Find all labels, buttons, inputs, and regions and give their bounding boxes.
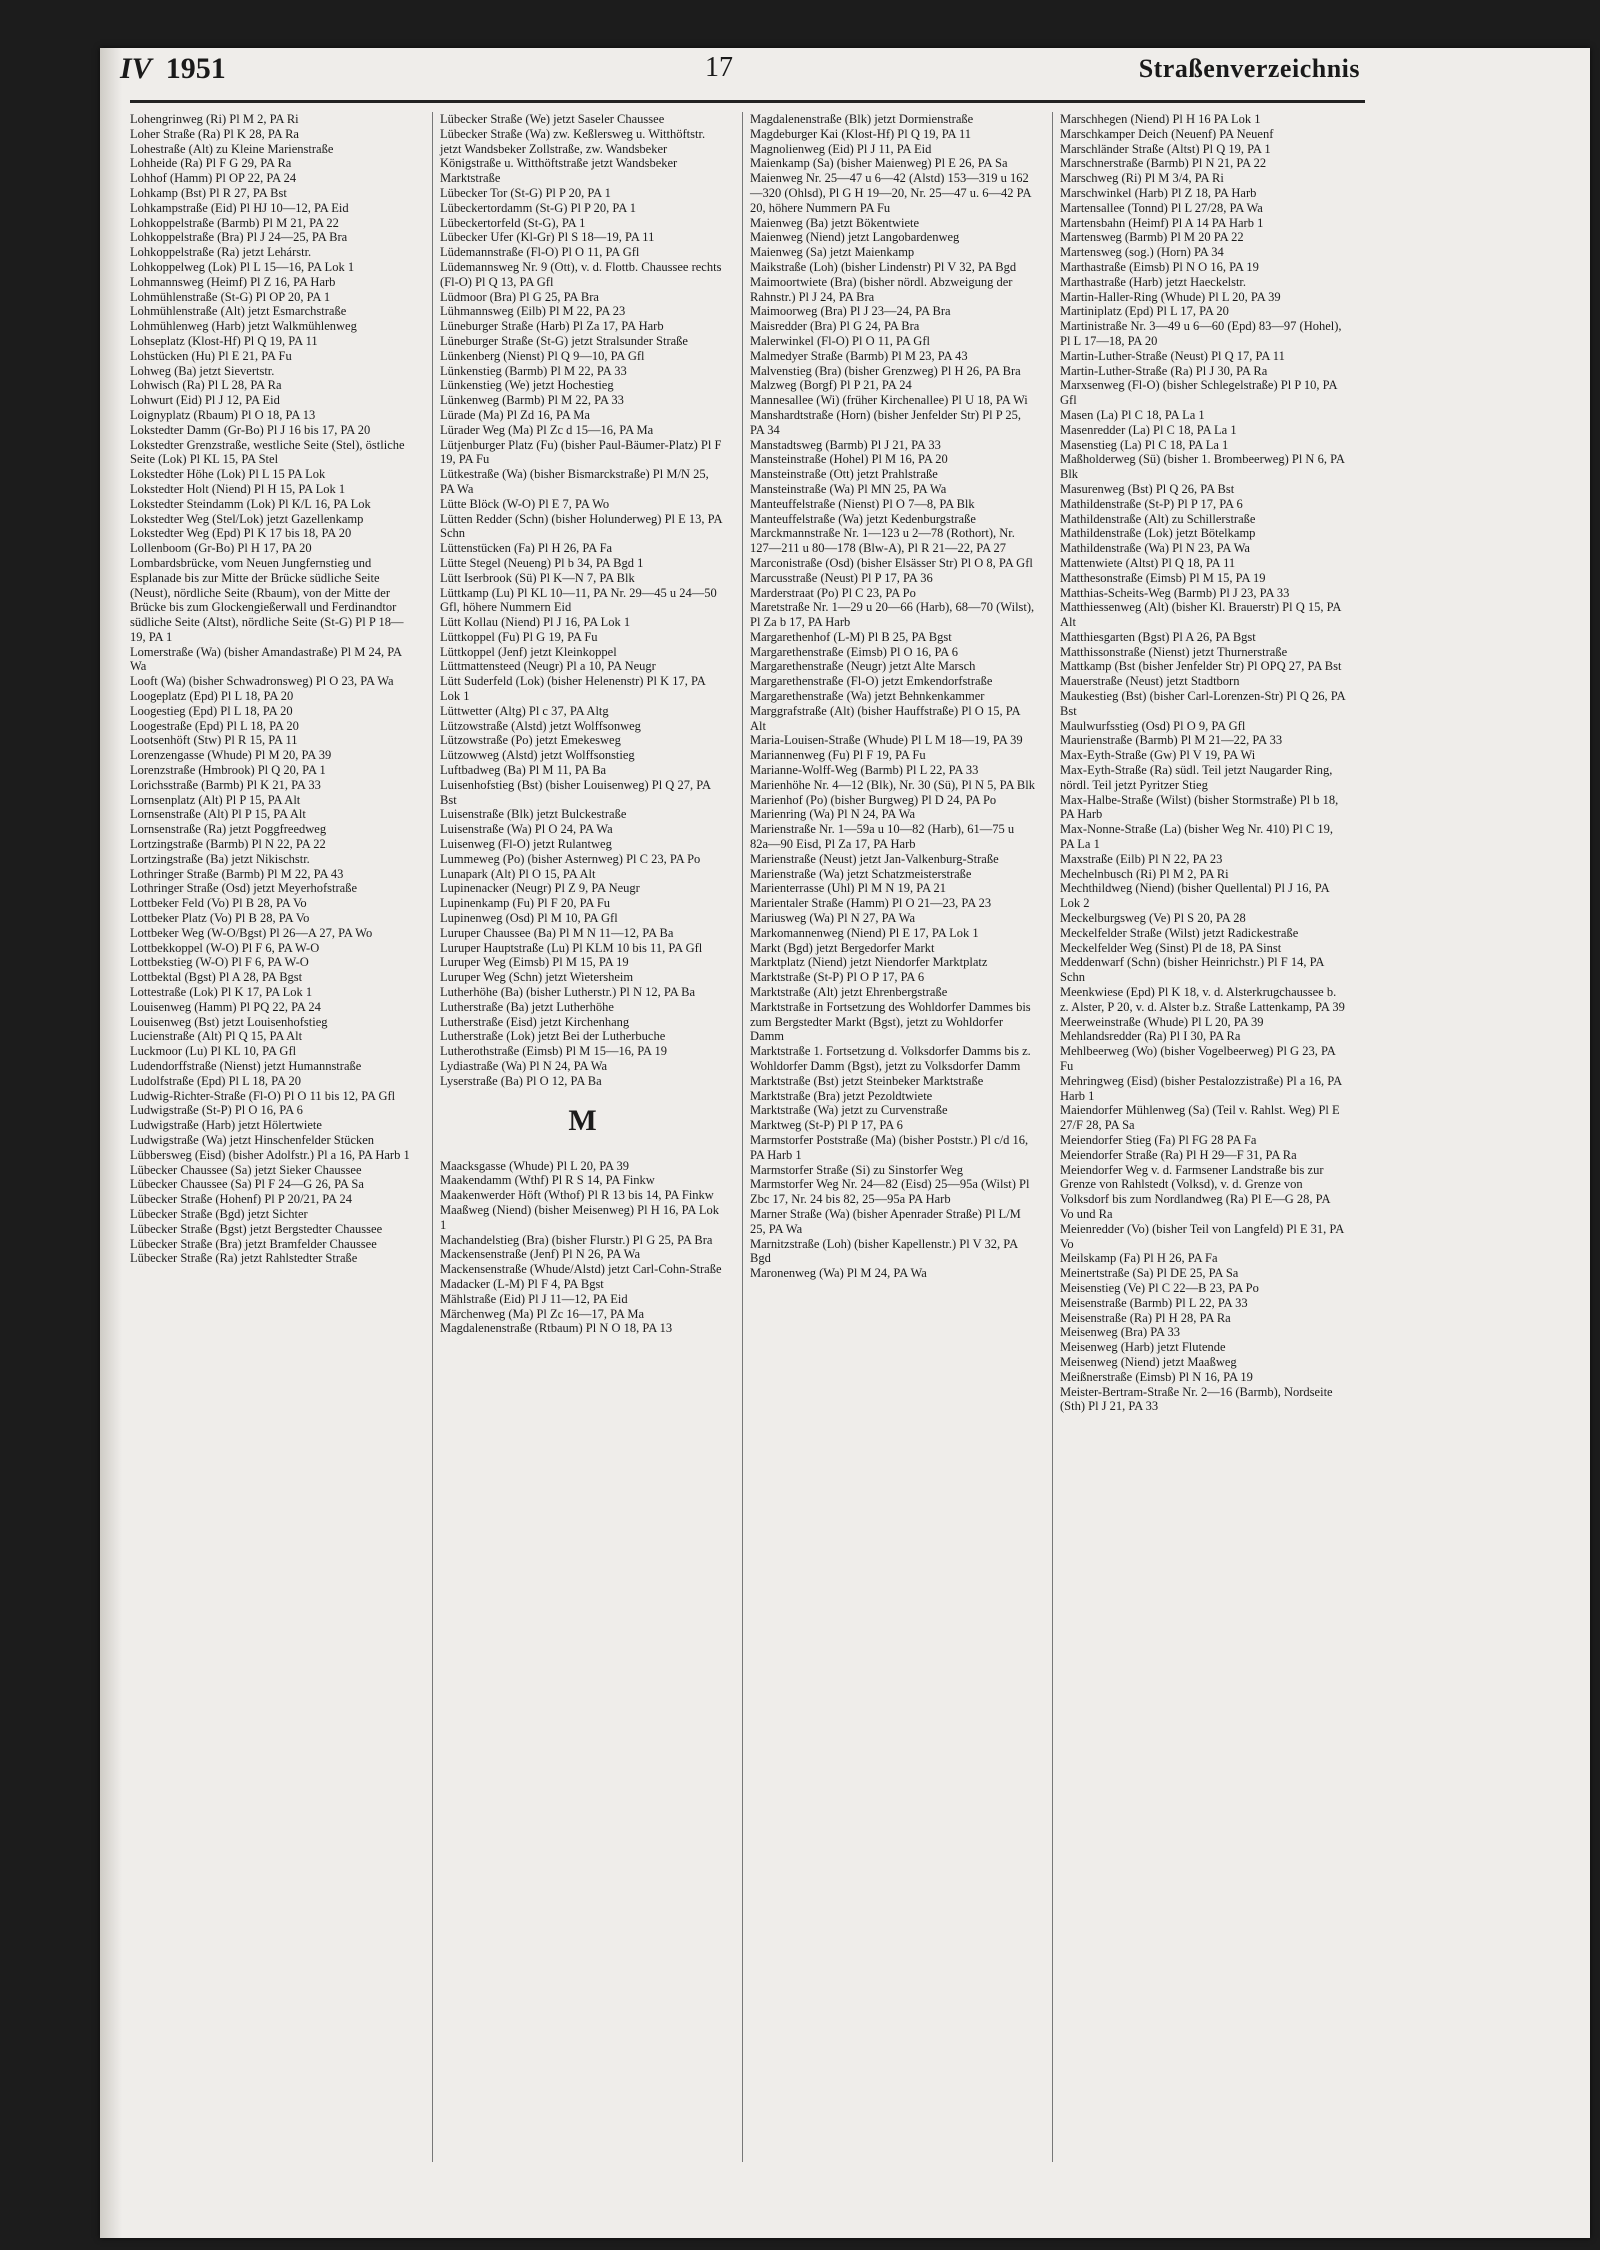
street-entry: Martensbahn (Heimf) Pl A 14 PA Harb 1 bbox=[1060, 215, 1264, 230]
street-entry: Maronenweg (Wa) Pl M 24, PA Wa bbox=[750, 1266, 927, 1281]
street-entry: Meienredder (Vo) (bisher Teil von Langfeld) Pl E 31, PA Vo bbox=[1060, 1221, 1344, 1251]
street-entry: Marienterrasse (Uhl) Pl M N 19, PA 21 bbox=[750, 881, 947, 896]
street-entry: Lokstedter Höhe (Lok) Pl L 15 PA Lok bbox=[130, 467, 326, 482]
street-entry: Maßholderweg (Sü) (bisher 1. Brombeerweg) Pl N 6, PA Blk bbox=[1060, 452, 1345, 482]
street-entry: Maacksgasse (Whude) Pl L 20, PA 39 bbox=[440, 1158, 629, 1173]
street-entry: Loogestieg (Epd) Pl L 18, PA 20 bbox=[130, 703, 293, 718]
street-entry: Ludwigstraße (St-P) Pl O 16, PA 6 bbox=[130, 1103, 303, 1118]
street-entry: Lübecker Tor (St-G) Pl P 20, PA 1 bbox=[440, 185, 611, 200]
street-entry: Loogestraße (Epd) Pl L 18, PA 20 bbox=[130, 718, 299, 733]
street-entry: Marconistraße (Osd) (bisher Elsässer Str) Pl O 8, PA Gfl bbox=[750, 555, 1033, 570]
street-entry: Loogeplatz (Epd) Pl L 18, PA 20 bbox=[130, 689, 294, 704]
street-entry: Lützowstraße (Po) jetzt Emekesweg bbox=[440, 733, 621, 748]
street-entry: Lutherhöhe (Ba) (bisher Lutherstr.) Pl N 12, PA Ba bbox=[440, 985, 696, 1000]
street-entry: Marktstraße (Bra) jetzt Pezoldtwiete bbox=[750, 1088, 933, 1103]
street-entry: Marienstraße (Wa) jetzt Schatzmeisterstraße bbox=[750, 866, 972, 881]
street-entry: Malmedyer Straße (Barmb) Pl M 23, PA 43 bbox=[750, 348, 968, 363]
street-entry: Margarethenstraße (Neugr) jetzt Alte Marsch bbox=[750, 659, 976, 674]
street-entry: Lübecker Straße (Bra) jetzt Bramfelder Chaussee bbox=[130, 1236, 377, 1251]
street-entry: Lützowweg (Alstd) jetzt Wolffsonstieg bbox=[440, 748, 635, 763]
street-entry: Ludendorffstraße (Nienst) jetzt Humannstraße bbox=[130, 1059, 362, 1073]
street-entry: Lüdemannsweg Nr. 9 (Ott), v. d. Flottb. Chaussee rechts (Fl-O) Pl Q 13, PA Gfl bbox=[440, 259, 722, 289]
street-entry: Lünkenweg (Barmb) Pl M 22, PA 33 bbox=[440, 393, 624, 408]
street-entry: Lohmühlenweg (Harb) jetzt Walkmühlenweg bbox=[130, 319, 357, 334]
street-entry: Martensweg (Barmb) Pl M 20 PA 22 bbox=[1060, 230, 1244, 245]
street-entry: Meiendorfer Stieg (Fa) Pl FG 28 PA Fa bbox=[1060, 1132, 1257, 1147]
street-entry: Mackensenstraße (Jenf) Pl N 26, PA Wa bbox=[440, 1247, 641, 1262]
street-entry: Mehlandsredder (Ra) Pl I 30, PA Ra bbox=[1060, 1029, 1241, 1044]
street-entry: Loher Straße (Ra) Pl K 28, PA Ra bbox=[130, 126, 299, 141]
street-entry: Lollenboom (Gr-Bo) Pl H 17, PA 20 bbox=[130, 541, 312, 556]
street-entry: Lütt Kollau (Niend) Pl J 16, PA Lok 1 bbox=[440, 615, 631, 630]
street-entry: Lottbekstieg (W-O) Pl F 6, PA W-O bbox=[130, 955, 309, 970]
street-entry: Marktstraße (Wa) jetzt zu Curvenstraße bbox=[750, 1103, 948, 1118]
street-entry: Lorichsstraße (Barmb) Pl K 21, PA 33 bbox=[130, 777, 321, 792]
street-entry: Maisredder (Bra) Pl G 24, PA Bra bbox=[750, 319, 920, 334]
street-entry: Lutherstraße (Ba) jetzt Lutherhöhe bbox=[440, 999, 614, 1014]
street-entry: Marktstraße (Bst) jetzt Steinbeker Marktstraße bbox=[750, 1073, 984, 1088]
street-entry: Lüttkamp (Lu) Pl KL 10—11, PA Nr. 29—45 u 24—50 Gfl, höhere Nummern Eid bbox=[440, 585, 717, 615]
street-entry: Lühmannsweg (Eilb) Pl M 22, PA 23 bbox=[440, 304, 626, 319]
street-entry: Lohheide (Ra) Pl F G 29, PA Ra bbox=[130, 156, 292, 171]
street-entry: Luisenstraße (Wa) Pl O 24, PA Wa bbox=[440, 822, 613, 837]
street-entry: Marschwinkel (Harb) Pl Z 18, PA Harb bbox=[1060, 185, 1257, 200]
street-entry: Markt (Bgd) jetzt Bergedorfer Markt bbox=[750, 940, 935, 955]
street-entry: Lokstedter Steindamm (Lok) Pl K/L 16, PA Lok bbox=[130, 496, 371, 511]
street-entry: Max-Halbe-Straße (Wilst) (bisher Stormstraße) Pl b 18, PA Harb bbox=[1060, 792, 1339, 822]
street-entry: Lohkamp (Bst) Pl R 27, PA Bst bbox=[130, 185, 287, 200]
street-entry: Lortzingstraße (Ba) jetzt Nikischstr. bbox=[130, 851, 310, 866]
street-entry: Marthastraße (Eimsb) Pl N O 16, PA 19 bbox=[1060, 259, 1259, 274]
street-entry: Lyserstraße (Ba) Pl O 12, PA Ba bbox=[440, 1073, 602, 1088]
street-entry: Martin-Luther-Straße (Ra) Pl J 30, PA Ra bbox=[1060, 363, 1268, 378]
street-entry: Marktstraße (Alt) jetzt Ehrenbergstraße bbox=[750, 985, 948, 1000]
street-entry: Manstadtsweg (Barmb) Pl J 21, PA 33 bbox=[750, 437, 941, 452]
street-entry: Ludwigstraße (Wa) jetzt Hinschenfelder Stücken bbox=[130, 1132, 375, 1147]
street-entry: Luruper Hauptstraße (Lu) Pl KLM 10 bis 11, PA Gfl bbox=[440, 940, 703, 955]
street-entry: Marianne-Wolff-Weg (Barmb) Pl L 22, PA 33 bbox=[750, 763, 979, 778]
street-entry: Lokstedter Grenzstraße, westliche Seite (Stel), östliche Seite (Lok) Pl KL 15, PA Stel bbox=[130, 437, 405, 467]
street-entry: Luisenstraße (Blk) jetzt Bulckestraße bbox=[440, 807, 627, 822]
street-entry: Lombardsbrücke, vom Neuen Jungfernstieg und Esplanade bis zur Mitte der Brücke südliche Seite (Neust), nördliche Seite (Rbaum), von der Mitte der Brücke bis zum Glockengießerwall und Ferdinandtor südliche Seite (Altst), nördliche Seite (St-G) Pl P 18—19, PA 1 bbox=[130, 555, 404, 644]
street-entry: Meisenweg (Bra) PA 33 bbox=[1060, 1325, 1181, 1340]
street-entry: Lokstedter Damm (Gr-Bo) Pl J 16 bis 17, PA 20 bbox=[130, 422, 371, 437]
street-entry: Matthiessenweg (Alt) (bisher Kl. Brauerstr) Pl Q 15, PA Alt bbox=[1060, 600, 1341, 630]
street-entry: Maxstraße (Eilb) Pl N 22, PA 23 bbox=[1060, 851, 1223, 866]
street-entry: Matthiesgarten (Bgst) Pl A 26, PA Bgst bbox=[1060, 629, 1256, 644]
street-entry: Lüttkoppel (Fu) Pl G 19, PA Fu bbox=[440, 629, 598, 644]
street-entry: Lorenzstraße (Hmbrook) Pl Q 20, PA 1 bbox=[130, 763, 326, 778]
street-entry: Martinistraße Nr. 3—49 u 6—60 (Epd) 83—97 (Hohel), Pl L 17—18, PA 20 bbox=[1060, 319, 1342, 348]
directory-column-1 bbox=[130, 112, 415, 1266]
street-entry: Marschkamper Deich (Neuenf) PA Neuenf bbox=[1060, 126, 1274, 141]
street-entry: Marktplatz (Niend) jetzt Niendorfer Marktplatz bbox=[750, 955, 988, 970]
directory-column-4 bbox=[1060, 112, 1345, 1414]
street-entry: Lübecker Ufer (Kl-Gr) Pl S 18—19, PA 11 bbox=[440, 230, 655, 245]
street-entry: Masenredder (La) Pl C 18, PA La 1 bbox=[1060, 422, 1237, 437]
street-entry: Madacker (L-M) Pl F 4, PA Bgst bbox=[440, 1276, 604, 1291]
street-entry: Lupinenweg (Osd) Pl M 10, PA Gfl bbox=[440, 911, 618, 926]
street-entry: Lootsenhöft (Stw) Pl R 15, PA 11 bbox=[130, 733, 298, 748]
street-entry: Max-Eyth-Straße (Gw) Pl V 19, PA Wi bbox=[1060, 748, 1256, 763]
street-entry: Marggrafstraße (Alt) (bisher Hauffstraße) Pl O 15, PA Alt bbox=[750, 703, 1020, 733]
street-entry: Lokstedter Weg (Stel/Lok) jetzt Gazellenkamp bbox=[130, 511, 364, 526]
street-entry: Lohkoppelweg (Lok) Pl L 15—16, PA Lok 1 bbox=[130, 259, 355, 274]
street-entry: Lohmühlenstraße (St-G) Pl OP 20, PA 1 bbox=[130, 289, 331, 304]
street-entry: Meckelfelder Weg (Sinst) Pl de 18, PA Sinst bbox=[1060, 940, 1282, 955]
street-entry: Marxsenweg (Fl-O) (bisher Schlegelstraße) Pl P 10, PA Gfl bbox=[1060, 378, 1337, 408]
street-entry: Lohkoppelstraße (Barmb) Pl M 21, PA 22 bbox=[130, 215, 339, 230]
street-entry: Lübecker Chaussee (Sa) Pl F 24—G 26, PA Sa bbox=[130, 1177, 364, 1192]
street-entry: Maimoortwiete (Bra) (bisher nördl. Abzweigung der Rahnstr.) Pl J 24, PA Bra bbox=[750, 274, 1013, 304]
street-entry: Meilskamp (Fa) Pl H 26, PA Fa bbox=[1060, 1251, 1218, 1266]
street-entry: Meisenweg (Harb) jetzt Flutende bbox=[1060, 1340, 1226, 1355]
street-entry: Lünkenberg (Nienst) Pl Q 9—10, PA Gfl bbox=[440, 348, 645, 363]
street-entry: Magdalenenstraße (Blk) jetzt Dormienstraße bbox=[750, 112, 974, 126]
street-entry: Marschnerstraße (Barmb) Pl N 21, PA 22 bbox=[1060, 156, 1267, 171]
street-entry: Lottestraße (Lok) Pl K 17, PA Lok 1 bbox=[130, 985, 313, 1000]
street-entry: Looft (Wa) (bisher Schwadronsweg) Pl O 23, PA Wa bbox=[130, 674, 394, 689]
street-entry: Mansteinstraße (Hohel) Pl M 16, PA 20 bbox=[750, 452, 948, 467]
street-entry: Lornsenstraße (Ra) jetzt Poggfreedweg bbox=[130, 822, 327, 837]
street-entry: Lohstücken (Hu) Pl E 21, PA Fu bbox=[130, 348, 292, 363]
street-entry: Lydiastraße (Wa) Pl N 24, PA Wa bbox=[440, 1059, 608, 1073]
street-entry: Magdalenenstraße (Rtbaum) Pl N O 18, PA 13 bbox=[440, 1321, 673, 1336]
street-entry: Lütt Iserbrook (Sü) Pl K—N 7, PA Blk bbox=[440, 570, 635, 585]
street-entry: Lohkoppelstraße (Ra) jetzt Lehárstr. bbox=[130, 245, 312, 260]
street-entry: Maretstraße Nr. 1—29 u 20—66 (Harb), 68—70 (Wilst), Pl Za b 17, PA Harb bbox=[750, 600, 1035, 630]
street-entry: Mathildenstraße (Alt) zu Schillerstraße bbox=[1060, 511, 1256, 526]
street-entry: Marmstorfer Poststraße (Ma) (bisher Poststr.) Pl c/d 16, PA Harb 1 bbox=[750, 1132, 1029, 1162]
street-entry: Mauerstraße (Neust) jetzt Stadtborn bbox=[1060, 674, 1240, 689]
street-entry: Margarethenstraße (Eimsb) Pl O 16, PA 6 bbox=[750, 644, 958, 659]
street-entry: Martiniplatz (Epd) Pl L 17, PA 20 bbox=[1060, 304, 1229, 319]
street-entry: Lütt Suderfeld (Lok) (bisher Helenenstr) Pl K 17, PA Lok 1 bbox=[440, 674, 706, 704]
street-entry: Lunapark (Alt) Pl O 15, PA Alt bbox=[440, 866, 596, 881]
street-entry: Meerweinstraße (Whude) Pl L 20, PA 39 bbox=[1060, 1014, 1264, 1029]
street-entry: Lummeweg (Po) (bisher Asternweg) Pl C 23, PA Po bbox=[440, 851, 701, 866]
street-entry: Luruper Weg (Schn) jetzt Wietersheim bbox=[440, 970, 634, 985]
street-entry: Lucienstraße (Alt) Pl Q 15, PA Alt bbox=[130, 1029, 303, 1044]
street-entry: Lutherothstraße (Eimsb) Pl M 15—16, PA 19 bbox=[440, 1044, 667, 1059]
directory-column-3 bbox=[750, 112, 1035, 1281]
section-title: Straßenverzeichnis bbox=[1138, 54, 1360, 83]
street-entry: Lüttkoppel (Jenf) jetzt Kleinkoppel bbox=[440, 644, 617, 659]
street-entry: Martensallee (Tonnd) Pl L 27/28, PA Wa bbox=[1060, 200, 1263, 215]
street-entry: Meckelfelder Straße (Wilst) jetzt Radickestraße bbox=[1060, 925, 1299, 940]
street-entry: Mannesallee (Wi) (früher Kirchenallee) Pl U 18, PA Wi bbox=[750, 393, 1028, 408]
street-entry: Manteuffelstraße (Wa) jetzt Kedenburgstraße bbox=[750, 511, 976, 526]
street-entry: Lottbeker Weg (W-O/Bgst) Pl 26—A 27, PA Wo bbox=[130, 925, 373, 940]
street-entry: Lünkenstieg (We) jetzt Hochestieg bbox=[440, 378, 614, 393]
street-entry: Lohmannsweg (Heimf) Pl Z 16, PA Harb bbox=[130, 274, 336, 289]
street-entry: Marktstraße (St-P) Pl O P 17, PA 6 bbox=[750, 970, 925, 985]
street-entry: Marktweg (St-P) Pl P 17, PA 6 bbox=[750, 1118, 903, 1133]
header-year: 1951 bbox=[165, 52, 226, 85]
street-entry: Marienhof (Po) (bisher Burgweg) Pl D 24, PA Po bbox=[750, 792, 997, 807]
page-spine bbox=[100, 48, 122, 2238]
street-entry: Lupinenacker (Neugr) Pl Z 9, PA Neugr bbox=[440, 881, 640, 896]
street-entry: Marthastraße (Harb) jetzt Haeckelstr. bbox=[1060, 274, 1247, 289]
column-divider bbox=[432, 112, 433, 2162]
street-entry: Ludwigstraße (Harb) jetzt Hölertwiete bbox=[130, 1118, 322, 1133]
street-entry: Lohengrinweg (Ri) Pl M 2, PA Ri bbox=[130, 112, 299, 126]
street-entry: Lohmühlenstraße (Alt) jetzt Esmarchstraße bbox=[130, 304, 347, 319]
column-divider bbox=[1052, 112, 1053, 2162]
street-entry: Lokstedter Holt (Niend) Pl H 15, PA Lok 1 bbox=[130, 481, 346, 496]
street-entry: Lübecker Straße (Ra) jetzt Rahlstedter Straße bbox=[130, 1251, 358, 1266]
street-entry: Lüdemannstraße (Fl-O) Pl O 11, PA Gfl bbox=[440, 245, 640, 260]
street-entry: Martin-Luther-Straße (Neust) Pl Q 17, PA 11 bbox=[1060, 348, 1285, 363]
street-entry: Lütte Stegel (Neueng) Pl b 34, PA Bgd 1 bbox=[440, 555, 644, 570]
header-roman-numeral: IV bbox=[120, 52, 152, 85]
street-entry: Maurienstraße (Barmb) Pl M 21—22, PA 33 bbox=[1060, 733, 1283, 748]
directory-column-2 bbox=[440, 112, 725, 1336]
street-entry: Meddenwarf (Schn) (bisher Heinrichstr.) Pl F 14, PA Schn bbox=[1060, 955, 1324, 985]
street-entry: Markomannenweg (Niend) Pl E 17, PA Lok 1 bbox=[750, 925, 979, 940]
street-entry: Machandelstieg (Bra) (bisher Flurstr.) Pl G 25, PA Bra bbox=[440, 1232, 713, 1247]
street-entry: Marderstraat (Po) Pl C 23, PA Po bbox=[750, 585, 916, 600]
street-entry: Meckelburgsweg (Ve) Pl S 20, PA 28 bbox=[1060, 911, 1246, 926]
street-entry: Manteuffelstraße (Nienst) Pl O 7—8, PA Blk bbox=[750, 496, 975, 511]
street-entry: Maiendorfer Mühlenweg (Sa) (Teil v. Rahlst. Weg) Pl E 27/F 28, PA Sa bbox=[1060, 1103, 1340, 1133]
street-entry: Louisenweg (Hamm) Pl PQ 22, PA 24 bbox=[130, 999, 321, 1014]
street-entry: Margarethenstraße (Fl-O) jetzt Emkendorfstraße bbox=[750, 674, 993, 689]
street-entry: Maienweg (Ba) jetzt Bökentwiete bbox=[750, 215, 920, 230]
street-entry: Meisenweg (Niend) jetzt Maaßweg bbox=[1060, 1354, 1237, 1369]
street-entry: Mattenwiete (Altst) Pl Q 18, PA 11 bbox=[1060, 555, 1236, 570]
street-entry: Mattkamp (Bst (bisher Jenfelder Str) Pl OPQ 27, PA Bst bbox=[1060, 659, 1342, 674]
street-entry: Lortzingstraße (Barmb) Pl N 22, PA 22 bbox=[130, 837, 326, 852]
street-entry: Lützowstraße (Alstd) jetzt Wolffsonweg bbox=[440, 718, 641, 733]
street-entry: Matthesonstraße (Eimsb) Pl M 15, PA 19 bbox=[1060, 570, 1266, 585]
section-letter: M bbox=[568, 1103, 597, 1137]
street-entry: Meiendorfer Weg v. d. Farmsener Landstraße bis zur Grenze von Rahlstedt (Volksd), v. d. Grenze von Volksdorf bis zum Nordlandweg (Ra) Pl E—G 28, PA Vo und Ra bbox=[1060, 1162, 1330, 1221]
street-entry: Marner Straße (Wa) (bisher Apenrader Straße) Pl L/M 25, PA Wa bbox=[750, 1206, 1021, 1236]
street-entry: Lothringer Straße (Osd) jetzt Meyerhofstraße bbox=[130, 881, 358, 896]
street-entry: Maienweg (Niend) jetzt Langobardenweg bbox=[750, 230, 960, 245]
street-entry: Marschländer Straße (Altst) Pl Q 19, PA 1 bbox=[1060, 141, 1271, 156]
street-entry: Lornsenstraße (Alt) Pl P 15, PA Alt bbox=[130, 807, 306, 822]
street-entry: Lohkampstraße (Eid) Pl HJ 10—12, PA Eid bbox=[130, 200, 349, 215]
street-entry: Lübecker Straße (Bgd) jetzt Sichter bbox=[130, 1206, 308, 1221]
street-entry: Martensweg (sog.) (Horn) PA 34 bbox=[1060, 245, 1224, 260]
street-entry: Lohkoppelstraße (Bra) Pl J 24—25, PA Bra bbox=[130, 230, 348, 245]
street-entry: Maria-Louisen-Straße (Whude) Pl L M 18—19, PA 39 bbox=[750, 733, 1023, 748]
street-entry: Meinertstraße (Sa) Pl DE 25, PA Sa bbox=[1060, 1266, 1239, 1281]
street-entry: Magdeburger Kai (Klost-Hf) Pl Q 19, PA 11 bbox=[750, 126, 972, 141]
street-entry: Marienstraße (Neust) jetzt Jan-Valkenburg-Straße bbox=[750, 851, 999, 866]
street-entry: Max-Nonne-Straße (La) (bisher Weg Nr. 410) Pl C 19, PA La 1 bbox=[1060, 822, 1334, 852]
street-entry: Marienhöhe Nr. 4—12 (Blk), Nr. 30 (Sü), Pl N 5, PA Blk bbox=[750, 777, 1035, 792]
street-entry: Lohweg (Ba) jetzt Sievertstr. bbox=[130, 363, 275, 378]
street-entry: Marckmannstraße Nr. 1—123 u 2—78 (Rothort), Nr. 127—211 u 80—178 (Blw-A), Pl R 21—22, PA 27 bbox=[750, 526, 1015, 556]
street-entry: Marmstorfer Weg Nr. 24—82 (Eisd) 25—95a (Wilst) Pl Zbc 17, Nr. 24 bis 82, 25—95a PA Harb bbox=[750, 1177, 1030, 1207]
street-entry: Marienstraße Nr. 1—59a u 10—82 (Harb), 61—75 u 82a—90 Eisd, Pl Za 17, PA Harb bbox=[750, 822, 1015, 852]
street-entry: Marschweg (Ri) Pl M 3/4, PA Ri bbox=[1060, 171, 1224, 186]
street-entry: Maimoorweg (Bra) Pl J 23—24, PA Bra bbox=[750, 304, 951, 319]
street-entry: Marschhegen (Niend) Pl H 16 PA Lok 1 bbox=[1060, 112, 1261, 126]
street-entry: Marcusstraße (Neust) Pl P 17, PA 36 bbox=[750, 570, 933, 585]
street-entry: Mariannenweg (Fu) Pl F 19, PA Fu bbox=[750, 748, 926, 763]
street-entry: Masen (La) Pl C 18, PA La 1 bbox=[1060, 407, 1205, 422]
street-entry: Magnolienweg (Eid) Pl J 11, PA Eid bbox=[750, 141, 932, 156]
street-entry: Loignyplatz (Rbaum) Pl O 18, PA 13 bbox=[130, 407, 316, 422]
street-entry: Luisenhofstieg (Bst) (bisher Louisenweg) Pl Q 27, PA Bst bbox=[440, 777, 711, 807]
street-entry: Luftbadweg (Ba) Pl M 11, PA Ba bbox=[440, 763, 607, 778]
street-entry: Lüneburger Straße (Harb) Pl Za 17, PA Harb bbox=[440, 319, 664, 334]
street-entry: Maukestieg (Bst) (bisher Carl-Lorenzen-Str) Pl Q 26, PA Bst bbox=[1060, 689, 1345, 718]
street-entry: Lohwurt (Eid) Pl J 12, PA Eid bbox=[130, 393, 280, 408]
street-entry: Mariusweg (Wa) Pl N 27, PA Wa bbox=[750, 911, 915, 926]
street-entry: Masenstieg (La) Pl C 18, PA La 1 bbox=[1060, 437, 1229, 452]
street-entry: Martin-Haller-Ring (Whude) Pl L 20, PA 39 bbox=[1060, 289, 1281, 304]
street-entry: Margarethenhof (L-M) Pl B 25, PA Bgst bbox=[750, 629, 952, 644]
street-entry: Lottbektal (Bgst) Pl A 28, PA Bgst bbox=[130, 970, 303, 985]
street-entry: Meisenstraße (Ra) Pl H 28, PA Ra bbox=[1060, 1310, 1231, 1325]
street-entry: Marienring (Wa) Pl N 24, PA Wa bbox=[750, 807, 915, 822]
street-entry: Mansteinstraße (Wa) Pl MN 25, PA Wa bbox=[750, 481, 947, 496]
street-entry: Lohestraße (Alt) zu Kleine Marienstraße bbox=[130, 141, 334, 156]
street-entry: Lorenzengasse (Whude) Pl M 20, PA 39 bbox=[130, 748, 332, 763]
street-entry: Lüttenstücken (Fa) Pl H 26, PA Fa bbox=[440, 541, 613, 556]
street-entry: Lübecker Straße (Wa) zw. Keßlersweg u. Witthöftstr. jetzt Wandsbeker Zollstraße, zw. Wandsbeker Königstraße u. Witthöftstraße jetzt Wandsbeker Marktstraße bbox=[440, 126, 706, 186]
street-entry: Mathildenstraße (St-P) Pl P 17, PA 6 bbox=[1060, 496, 1243, 511]
street-entry: Lüttmattensteed (Neugr) Pl a 10, PA Neugr bbox=[440, 659, 656, 674]
street-entry: Mathildenstraße (Wa) Pl N 23, PA Wa bbox=[1060, 541, 1250, 556]
street-entry: Lothringer Straße (Barmb) Pl M 22, PA 43 bbox=[130, 866, 344, 881]
street-entry: Lüneburger Straße (St-G) jetzt Stralsunder Straße bbox=[440, 333, 688, 348]
street-entry: Maulwurfsstieg (Osd) Pl O 9, PA Gfl bbox=[1060, 718, 1246, 733]
street-entry: Marmstorfer Straße (Si) zu Sinstorfer Weg bbox=[750, 1162, 963, 1177]
street-entry: Malerwinkel (Fl-O) Pl O 11, PA Gfl bbox=[750, 333, 930, 348]
street-entry: Lübeckertorfeld (St-G), PA 1 bbox=[440, 215, 586, 230]
header-rule bbox=[130, 100, 1365, 103]
street-entry: Lomerstraße (Wa) (bisher Amandastraße) Pl M 24, PA Wa bbox=[130, 644, 402, 674]
street-entry: Ludolfstraße (Epd) Pl L 18, PA 20 bbox=[130, 1073, 301, 1088]
street-entry: Max-Eyth-Straße (Ra) südl. Teil jetzt Naugarder Ring, nördl. Teil jetzt Pyritzer Stieg bbox=[1060, 763, 1333, 792]
street-entry: Lohwisch (Ra) Pl L 28, PA Ra bbox=[130, 378, 282, 393]
street-entry: Lokstedter Weg (Epd) Pl K 17 bis 18, PA 20 bbox=[130, 526, 352, 541]
street-entry: Maikstraße (Loh) (bisher Lindenstr) Pl V 32, PA Bgd bbox=[750, 259, 1017, 274]
street-entry: Matthias-Scheits-Weg (Barmb) Pl J 23, PA 33 bbox=[1060, 585, 1290, 600]
street-entry: Lütten Redder (Schn) (bisher Holunderweg) Pl E 13, PA Schn bbox=[440, 511, 722, 541]
street-entry: Märchenweg (Ma) Pl Zc 16—17, PA Ma bbox=[440, 1306, 645, 1321]
street-entry: Lupinenkamp (Fu) Pl F 20, PA Fu bbox=[440, 896, 611, 911]
street-entry: Lürader Weg (Ma) Pl Zc d 15—16, PA Ma bbox=[440, 422, 654, 437]
street-entry: Louisenweg (Bst) jetzt Louisenhofstieg bbox=[130, 1014, 328, 1029]
street-entry: Lottbeker Platz (Vo) Pl B 28, PA Vo bbox=[130, 911, 310, 926]
street-entry: Matthissonstraße (Nienst) jetzt Thurnerstraße bbox=[1060, 644, 1288, 659]
page-header bbox=[120, 52, 1360, 96]
street-entry: Lübecker Straße (Bgst) jetzt Bergstedter Chaussee bbox=[130, 1221, 383, 1236]
street-entry: Malvenstieg (Bra) (bisher Grenzweg) Pl H 26, PA Bra bbox=[750, 363, 1021, 378]
street-entry: Maienweg Nr. 25—47 u 6—42 (Alstd) 153—319 u 162—320 (Ohlsd), Pl G H 19—20, Nr. 25—47 u. 6—42 PA 20, höhere Nummern PA Fu bbox=[750, 171, 1031, 215]
street-entry: Masurenweg (Bst) Pl Q 26, PA Bst bbox=[1060, 481, 1235, 496]
street-entry: Meenkwiese (Epd) Pl K 18, v. d. Alsterkrugchaussee b. z. Alster, P 20, v. d. Alster b.z. Straße Lattenkamp, PA 39 bbox=[1060, 985, 1345, 1014]
street-entry: Luckmoor (Lu) Pl KL 10, PA Gfl bbox=[130, 1044, 297, 1059]
street-entry: Lütte Blöck (W-O) Pl E 7, PA Wo bbox=[440, 496, 610, 511]
street-entry: Meisenstraße (Barmb) Pl L 22, PA 33 bbox=[1060, 1295, 1248, 1310]
street-entry: Lutherstraße (Lok) jetzt Bei der Lutherbuche bbox=[440, 1029, 666, 1044]
street-entry: Marktstraße in Fortsetzung des Wohldorfer Dammes bis zum Bergstedter Markt (Bgst), jetzt zu Wohldorfer Damm bbox=[750, 999, 1031, 1044]
street-entry: Mechelnbusch (Ri) Pl M 2, PA Ri bbox=[1060, 866, 1229, 881]
street-entry: Lübeckertordamm (St-G) Pl P 20, PA 1 bbox=[440, 200, 636, 215]
street-entry: Lutherstraße (Eisd) jetzt Kirchenhang bbox=[440, 1014, 630, 1029]
street-entry: Margarethenstraße (Wa) jetzt Behnkenkammer bbox=[750, 689, 985, 704]
street-entry: Luruper Chaussee (Ba) Pl M N 11—12, PA Ba bbox=[440, 925, 674, 940]
street-entry: Mechthildweg (Niend) (bisher Quellental) Pl J 16, PA Lok 2 bbox=[1060, 881, 1329, 911]
page-number: 17 bbox=[705, 52, 733, 83]
street-entry: Maienkamp (Sa) (bisher Maienweg) Pl E 26, PA Sa bbox=[750, 156, 1008, 171]
column-divider bbox=[742, 112, 743, 2162]
street-entry: Lübbersweg (Eisd) (bisher Adolfstr.) Pl a 16, PA Harb 1 bbox=[130, 1147, 410, 1162]
street-entry: Lüdmoor (Bra) Pl G 25, PA Bra bbox=[440, 289, 599, 304]
street-entry: Lottbeker Feld (Vo) Pl B 28, PA Vo bbox=[130, 896, 307, 911]
street-entry: Meißnerstraße (Eimsb) Pl N 16, PA 19 bbox=[1060, 1369, 1253, 1384]
street-entry: Mackensenstraße (Whude/Alstd) jetzt Carl-Cohn-Straße bbox=[440, 1262, 722, 1277]
street-entry: Lohhof (Hamm) Pl OP 22, PA 24 bbox=[130, 171, 297, 186]
street-entry: Malzweg (Borgf) Pl P 21, PA 24 bbox=[750, 378, 912, 393]
street-entry: Mählstraße (Eid) Pl J 11—12, PA Eid bbox=[440, 1291, 628, 1306]
street-entry: Maaßweg (Niend) (bisher Meisenweg) Pl H 16, PA Lok 1 bbox=[440, 1202, 720, 1232]
street-entry: Maienweg (Sa) jetzt Maienkamp bbox=[750, 245, 915, 260]
street-entry: Lottbekkoppel (W-O) Pl F 6, PA W-O bbox=[130, 940, 320, 955]
street-entry: Lornsenplatz (Alt) Pl P 15, PA Alt bbox=[130, 792, 301, 807]
street-entry: Lütkestraße (Wa) (bisher Bismarckstraße) Pl M/N 25, PA Wa bbox=[440, 467, 709, 496]
street-entry: Lohseplatz (Klost-Hf) Pl Q 19, PA 11 bbox=[130, 333, 318, 348]
street-entry: Manshardtstraße (Horn) (bisher Jenfelder Str) Pl P 25, PA 34 bbox=[750, 407, 1022, 437]
street-entry: Lübecker Chaussee (Sa) jetzt Sieker Chaussee bbox=[130, 1162, 362, 1177]
street-entry: Mathildenstraße (Lok) jetzt Bötelkamp bbox=[1060, 526, 1256, 541]
street-entry: Mehringweg (Eisd) (bisher Pestalozzistraße) Pl a 16, PA Harb 1 bbox=[1060, 1073, 1342, 1103]
street-entry: Marnitzstraße (Loh) (bisher Kapellenstr.) Pl V 32, PA Bgd bbox=[750, 1236, 1018, 1266]
street-entry: Maakenwerder Höft (Wthof) Pl R 13 bis 14, PA Finkw bbox=[440, 1188, 714, 1203]
street-entry: Meisenstieg (Ve) Pl C 22—B 23, PA Po bbox=[1060, 1280, 1259, 1295]
street-entry: Lübecker Straße (Hohenf) Pl P 20/21, PA 24 bbox=[130, 1192, 352, 1207]
street-entry: Meiendorfer Straße (Ra) Pl H 29—F 31, PA Ra bbox=[1060, 1147, 1297, 1162]
street-entry: Marientaler Straße (Hamm) Pl O 21—23, PA 23 bbox=[750, 896, 992, 911]
street-entry: Lübecker Straße (We) jetzt Saseler Chaussee bbox=[440, 112, 665, 126]
street-entry: Marktstraße 1. Fortsetzung d. Volksdorfer Damms bis z. Wohldorfer Damm (Bgst), jetzt zu Volksdorfer Damm bbox=[750, 1044, 1031, 1073]
street-entry: Lünkenstieg (Barmb) Pl M 22, PA 33 bbox=[440, 363, 627, 378]
street-entry: Mehlbeerweg (Wo) (bisher Vogelbeerweg) Pl G 23, PA Fu bbox=[1060, 1044, 1336, 1073]
street-entry: Maakendamm (Wthf) Pl R S 14, PA Finkw bbox=[440, 1173, 655, 1188]
street-entry: Lürade (Ma) Pl Zd 16, PA Ma bbox=[440, 407, 590, 422]
street-entry: Meister-Bertram-Straße Nr. 2—16 (Barmb), Nordseite (Sth) Pl J 21, PA 33 bbox=[1060, 1384, 1333, 1414]
street-entry: Luisenweg (Fl-O) jetzt Rulantweg bbox=[440, 837, 612, 852]
street-entry: Ludwig-Richter-Straße (Fl-O) Pl O 11 bis 12, PA Gfl bbox=[130, 1088, 396, 1103]
street-entry: Lütjenburger Platz (Fu) (bisher Paul-Bäumer-Platz) Pl F 19, PA Fu bbox=[440, 437, 722, 467]
street-entry: Mansteinstraße (Ott) jetzt Prahlstraße bbox=[750, 467, 938, 482]
street-entry: Luruper Weg (Eimsb) Pl M 15, PA 19 bbox=[440, 955, 629, 970]
header-volume-year bbox=[120, 52, 226, 86]
street-entry: Lüttwetter (Altg) Pl c 37, PA Altg bbox=[440, 703, 609, 718]
